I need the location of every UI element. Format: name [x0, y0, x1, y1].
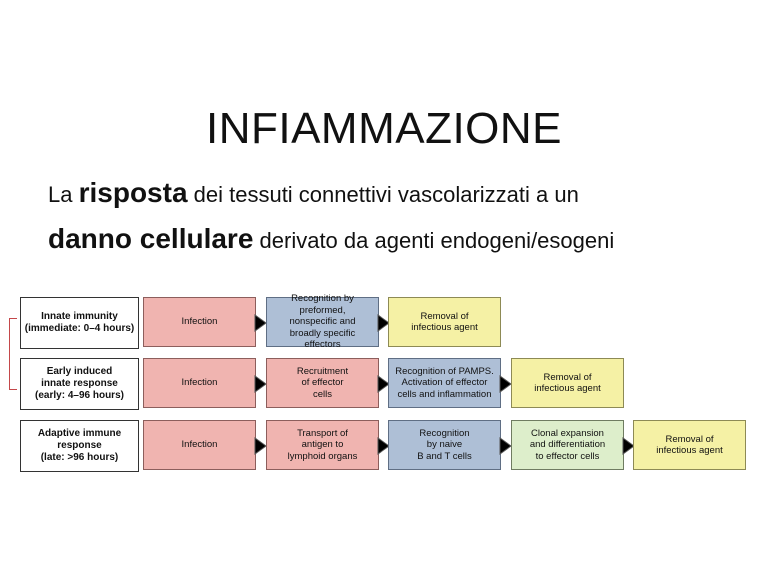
step-box: Recognition by preformed, nonspecific and broadly specific effectors — [266, 297, 379, 347]
row-label: Adaptive immune response (late: >96 hours) — [20, 420, 139, 472]
definition-text-la: La — [48, 182, 79, 207]
definition-line-1 — [48, 171, 748, 217]
diagram-row-2 — [0, 357, 768, 411]
step-box: Infection — [143, 297, 256, 347]
row-label: Early induced innate response (early: 4–96 hours) — [20, 358, 139, 410]
diagram-row-3 — [0, 419, 768, 473]
step-box: Infection — [143, 358, 256, 408]
definition-text-agenti: derivato da agenti endogeni/esogeni — [253, 228, 615, 253]
row-label: Innate immunity (immediate: 0–4 hours) — [20, 297, 139, 349]
step-box: Removal of infectious agent — [388, 297, 501, 347]
step-box: Transport of antigen to lymphoid organs — [266, 420, 379, 470]
step-box: Recognition of PAMPS. Activation of effector cells and inflammation — [388, 358, 501, 408]
definition-keyword-risposta: risposta — [78, 177, 188, 208]
step-box: Removal of infectious agent — [511, 358, 624, 408]
step-box: Recruitment of effector cells — [266, 358, 379, 408]
step-box: Infection — [143, 420, 256, 470]
step-box: Clonal expansion and differentiation to effector cells — [511, 420, 624, 470]
definition-line-2 — [48, 217, 748, 263]
definition-text-tessuti: dei tessuti connettivi vascolarizzati a un — [187, 182, 579, 207]
slide-title: INFIAMMAZIONE — [205, 104, 563, 153]
step-box: Removal of infectious agent — [633, 420, 746, 470]
definition-text — [48, 171, 748, 263]
diagram-row-1 — [0, 293, 768, 351]
step-box: Recognition by naive B and T cells — [388, 420, 501, 470]
immune-response-diagram — [0, 288, 768, 478]
definition-keyword-danno: danno cellulare — [48, 223, 254, 254]
